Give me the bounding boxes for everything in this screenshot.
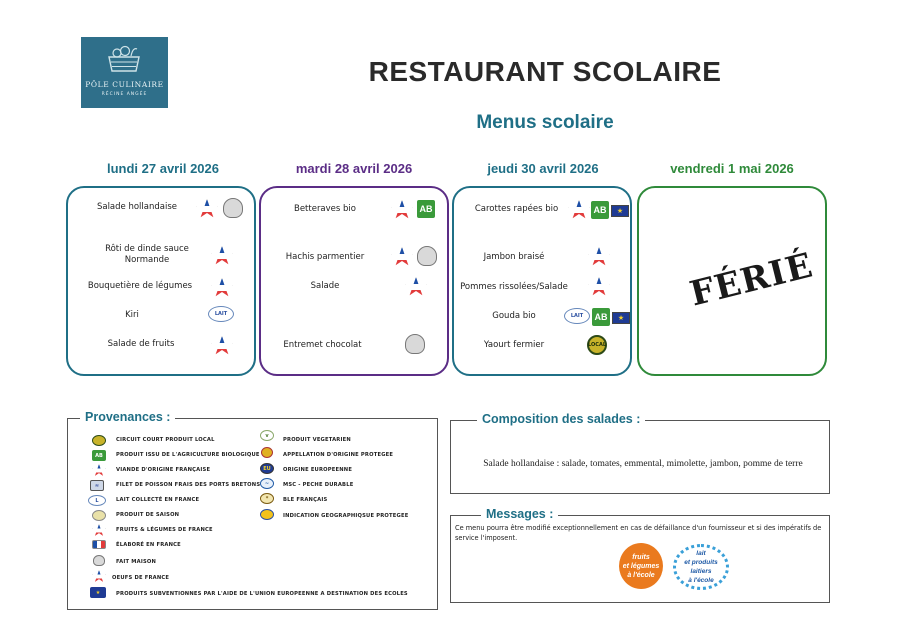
pole-culinaire-logo [81, 37, 168, 108]
fait-maison-icon [405, 334, 425, 354]
dish-label: Carottes rapées bio [474, 204, 559, 214]
dish-item [82, 202, 192, 213]
dish-label: Yaourt fermier [483, 340, 545, 350]
dish-label: Hachis parmentier [285, 252, 365, 262]
legend-label: ORIGINE EUROPEENNE [283, 467, 353, 473]
logo-line2: RÉCINE ANGÉE [101, 92, 148, 97]
legend-label: OEUFS DE FRANCE [112, 575, 170, 581]
viande-fr-icon [211, 246, 231, 264]
dish-label: Pommes rissolées/Salade [460, 282, 568, 292]
fruits-legumes-ecole-logo: fruits et légumes à l'école [619, 543, 663, 589]
dish-item [458, 282, 570, 293]
day-box-monday [66, 186, 256, 376]
dish-item [82, 339, 200, 350]
eu-icon: ★ [611, 205, 629, 217]
dish-item [464, 340, 564, 351]
fait-maison-icon [223, 198, 243, 218]
dish-item [82, 244, 212, 266]
page-subtitle: Menus scolaire [476, 112, 614, 133]
dish-item [82, 310, 182, 321]
salads-panel [450, 412, 830, 494]
viande-fr-icon [391, 247, 411, 265]
eu-icon: ★ [612, 312, 630, 324]
ab-icon: AB [591, 201, 609, 219]
viande-fr-icon [588, 277, 608, 295]
legend-label: MSC - PECHE DURABLE [283, 482, 354, 488]
ab-icon: AB [417, 200, 435, 218]
aop-icon [261, 447, 273, 458]
messages-title: Messages : [481, 507, 558, 521]
origine-eu-icon: EU [260, 463, 274, 474]
ab-icon: AB [592, 308, 610, 326]
day-heading-monday: lundi 27 avril 2026 [106, 161, 219, 176]
saison-fr-icon [196, 199, 216, 217]
page-title: RESTAURANT SCOLAIRE [368, 56, 722, 87]
legend-label: INDICATION GEOGRAPHIQSUE PROTEGEE [283, 513, 409, 519]
vegetarien-icon: v [260, 430, 274, 441]
day-heading-tuesday: mardi 28 avril 2026 [295, 161, 413, 176]
dish-label: Kiri [125, 310, 139, 320]
legend-label: CIRCUIT COURT PRODUIT LOCAL [116, 437, 215, 443]
messages-panel [450, 507, 830, 603]
saison-icon [92, 510, 106, 521]
dish-label: Salade hollandaise [96, 202, 178, 212]
salads-title: Composition des salades : [477, 412, 645, 426]
lait-ecole-logo: lait et produits laitiers à l'école [673, 544, 729, 590]
lait-fr-icon: LAIT [564, 308, 590, 324]
elabore-fr-icon [92, 540, 106, 549]
dish-item [275, 252, 375, 263]
circuit-local-icon [92, 435, 106, 446]
lait-fr-icon: LAIT [208, 306, 234, 322]
dish-label: Salade [310, 281, 340, 291]
day-heading-thursday: jeudi 30 avril 2026 [487, 161, 599, 176]
msc-icon: ~ [260, 478, 274, 489]
dish-label: Betteraves bio [293, 204, 356, 214]
fruits-legumes-fr-icon [92, 525, 106, 536]
ab-icon: AB [92, 450, 106, 461]
legend-label: PRODUIT DE SAISON [116, 512, 180, 518]
salads-text: Salade hollandaise : salade, tomates, emmental, mimolette, jambon, pomme de terre [483, 459, 803, 469]
viande-fr-icon [211, 278, 231, 296]
crate-icon [105, 45, 143, 73]
legend-label: LAIT COLLECTÉ EN FRANCE [116, 497, 200, 503]
dish-label: Gouda bio [492, 311, 536, 321]
legend-label: FAIT MAISON [116, 559, 157, 565]
legend-title: Provenances : [80, 410, 175, 424]
saison-fr-icon [391, 200, 411, 218]
legend-label: PRODUIT VEGETARIEN [283, 437, 351, 443]
dish-item [275, 340, 370, 351]
day-box-friday [637, 186, 827, 376]
dish-label: Rôti de dinde sauce Normande [105, 244, 189, 265]
legend-label: ÉLABORÉ EN FRANCE [116, 542, 181, 548]
legend-label: FRUITS & LÉGUMES DE FRANCE [116, 527, 213, 533]
igp-icon [260, 509, 274, 520]
legend-label: PRODUITS SUBVENTIONNES PAR L'AIDE DE L'UNION EUROPEENNE A DESTINATION DES ECOLES [116, 591, 408, 597]
poisson-icon: ≈ [90, 480, 104, 491]
logo-line1: PÔLE CULINAIRE [85, 80, 164, 89]
saison-fr-icon [211, 336, 231, 354]
dish-item [275, 204, 375, 215]
dish-label: Jambon braisé [483, 252, 545, 262]
legend-label: APPELLATION D'ORIGINE PROTEGEE [283, 452, 394, 458]
day-heading-friday: vendredi 1 mai 2026 [670, 161, 794, 176]
dish-item [464, 252, 564, 263]
dish-label: Entremet chocolat [283, 340, 362, 350]
circuit-local-icon: LOCAL [587, 335, 607, 355]
eu-icon: ★ [90, 587, 106, 598]
day-box-thursday [452, 186, 632, 376]
legend-label: PRODUIT ISSU DE L'AGRICULTURE BIOLOGIQUE [116, 452, 260, 458]
dish-item [74, 281, 206, 292]
legend-label: FILET DE POISSON FRAIS DES PORTS BRETONS [116, 482, 261, 488]
day-box-tuesday [259, 186, 449, 376]
dish-item [275, 281, 375, 292]
lait-fr-icon: L [88, 495, 106, 506]
oeufs-fr-icon [92, 571, 106, 582]
dish-label: Salade de fruits [107, 339, 175, 349]
legend-label: BLE FRANÇAIS [283, 497, 328, 503]
viande-fr-icon [405, 277, 425, 295]
ble-fr-icon: * [260, 493, 274, 504]
viande-fr-icon [92, 465, 106, 476]
viande-fr-icon [588, 247, 608, 265]
fait-maison-icon [417, 246, 437, 266]
dish-item [464, 204, 569, 215]
legend-panel [67, 410, 438, 610]
fait-maison-icon [93, 555, 105, 566]
dish-item [464, 311, 564, 322]
dish-label: Bouquetière de légumes [87, 281, 193, 291]
legend-label: VIANDE D'ORIGINE FRANÇAISE [116, 467, 211, 473]
ferie-stamp: FÉRIÉ [686, 245, 818, 315]
messages-text: Ce menu pourra être modifié exceptionnellement en cas de défaillance d'un fournisseur et si des impératifs de service l'imposent. [455, 524, 822, 542]
saison-fr-icon [568, 200, 588, 218]
